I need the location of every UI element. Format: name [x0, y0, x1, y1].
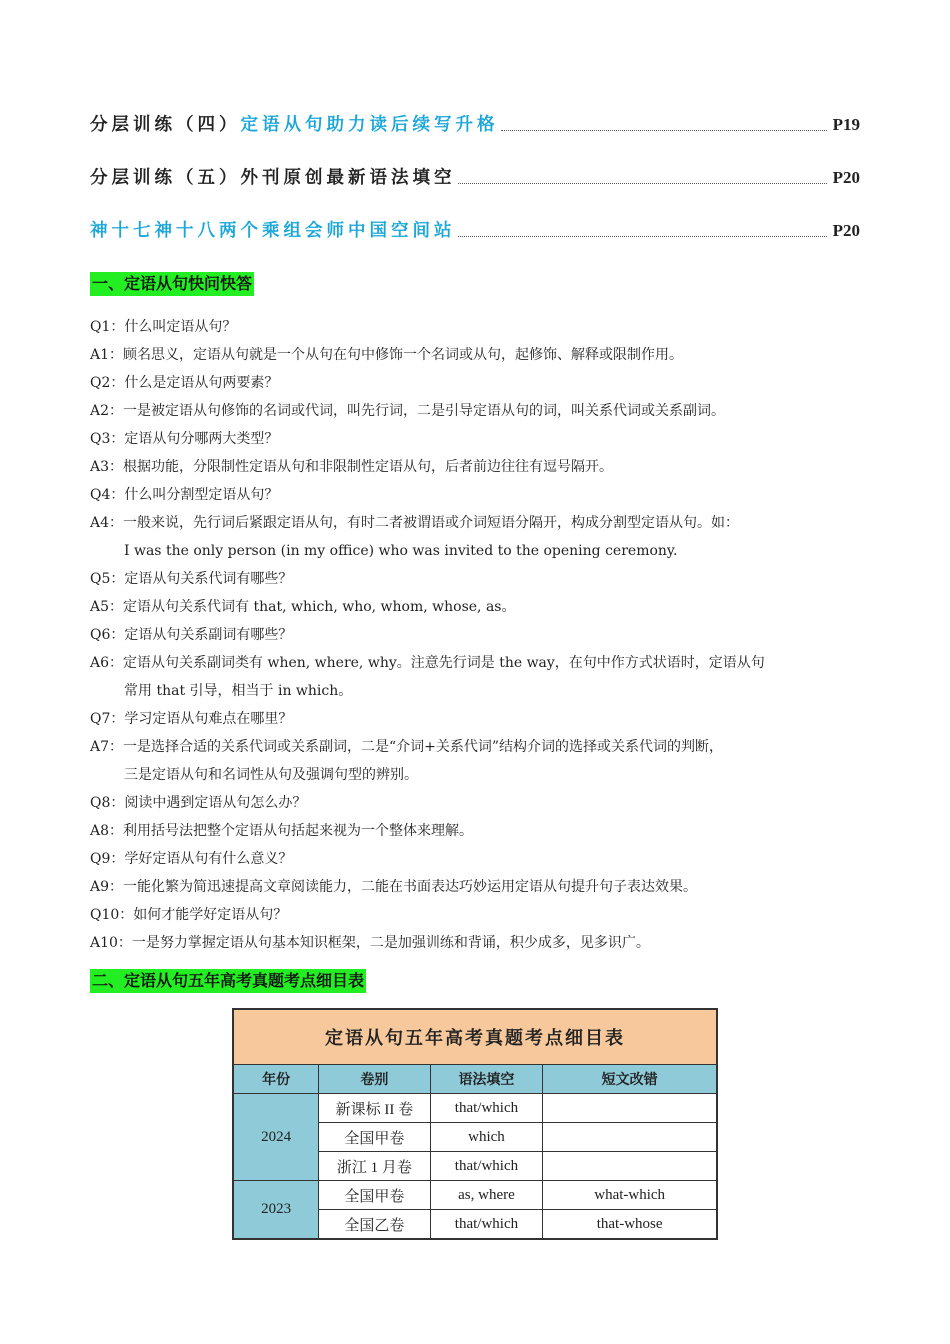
error-correction-cell: that-whose — [543, 1210, 717, 1240]
qa-line: A9：一能化繁为简迅速提高文章阅读能力，二能在书面表达巧妙运用定语从句提升句子表达效果。 — [90, 879, 698, 895]
error-correction-cell — [543, 1152, 717, 1181]
paper-cell: 全国甲卷 — [319, 1123, 430, 1152]
column-header-paper: 卷别 — [319, 1065, 430, 1094]
qa-line: Q1：什么叫定语从句？ — [90, 319, 237, 335]
paper-cell: 全国乙卷 — [319, 1210, 430, 1240]
toc-entry-2[interactable] — [90, 163, 860, 189]
qa-line: A1：顾名思义，定语从句就是一个从句在句中修饰一个名词或从句，起修饰、解释或限制作用。 — [90, 347, 684, 363]
qa-line: I was the only person (in my office) who was invited to the opening ceremony. — [124, 543, 678, 559]
toc-title: 神十七神十八两个乘组会师中国空间站 — [90, 221, 456, 241]
grammar-fill-cell: that/which — [430, 1152, 543, 1181]
section-heading-exam-table: 二、定语从句五年高考真题考点细目表 — [90, 969, 366, 993]
toc-leader — [458, 182, 827, 184]
error-correction-cell — [543, 1094, 717, 1123]
error-correction-cell — [543, 1123, 717, 1152]
grammar-fill-cell: that/which — [430, 1210, 543, 1240]
qa-line: Q8：阅读中遇到定语从句怎么办？ — [90, 795, 307, 811]
qa-line: A3：根据功能，分限制性定语从句和非限制性定语从句，后者前边往往有逗号隔开。 — [90, 459, 614, 475]
qa-line: Q4：什么叫分割型定语从句？ — [90, 487, 279, 503]
table-row — [233, 1181, 717, 1210]
year-cell: 2023 — [233, 1181, 319, 1240]
toc-entry-1[interactable] — [90, 110, 860, 136]
grammar-fill-cell: as, where — [430, 1181, 543, 1210]
qa-line: A2：一是被定语从句修饰的名词或代词，叫先行词，二是引导定语从句的词，叫关系代词或关系副词。 — [90, 403, 726, 419]
qa-line: A10：一是努力掌握定语从句基本知识框架，二是加强训练和背诵，积少成多，见多识广。 — [90, 935, 650, 951]
qa-line: A4：一般来说，先行词后紧跟定语从句，有时二者被谓语或介词短语分隔开，构成分割型定语从句。如： — [90, 515, 740, 531]
error-correction-cell: what-which — [543, 1181, 717, 1210]
year-cell: 2024 — [233, 1094, 319, 1181]
exam-points-table — [232, 1008, 718, 1240]
qa-line: A8：利用括号法把整个定语从句括起来视为一个整体来理解。 — [90, 823, 474, 839]
qa-line: Q2：什么是定语从句两要素？ — [90, 375, 279, 391]
toc-page-number: P19 — [832, 115, 860, 134]
grammar-fill-cell: that/which — [430, 1094, 543, 1123]
qa-line: 常用 that 引导，相当于 in which。 — [124, 683, 353, 699]
qa-line: Q7：学习定语从句难点在哪里？ — [90, 711, 293, 727]
grammar-fill-cell: which — [430, 1123, 543, 1152]
table-row — [233, 1094, 717, 1123]
toc-title: 分层训练（四）定语从句助力读后续写升格 — [90, 115, 499, 135]
column-header-error-correction: 短文改错 — [543, 1065, 717, 1094]
qa-line: A6：定语从句关系副词类有 when, where, why。注意先行词是 the way，在句中作方式状语时，定语从句 — [90, 655, 765, 671]
toc-page-number: P20 — [832, 221, 860, 240]
qa-line: Q9：学好定语从句有什么意义？ — [90, 851, 293, 867]
qa-list — [90, 313, 865, 957]
section-heading-qa: 一、定语从句快问快答 — [90, 272, 254, 296]
table-title: 定语从句五年高考真题考点细目表 — [233, 1009, 717, 1065]
qa-line: Q5：定语从句关系代词有哪些？ — [90, 571, 293, 587]
qa-line: 三是定语从句和名词性从句及强调句型的辨别。 — [124, 767, 418, 783]
toc-title: 分层训练（五）外刊原创最新语法填空 — [90, 168, 456, 188]
column-header-grammar-fill: 语法填空 — [430, 1065, 543, 1094]
qa-line: A5：定语从句关系代词有 that, which, who, whom, whose, as。 — [90, 599, 516, 615]
column-header-year: 年份 — [233, 1065, 319, 1094]
paper-cell: 新课标 II 卷 — [319, 1094, 430, 1123]
toc-leader — [458, 235, 827, 237]
qa-line: A7：一是选择合适的关系代词或关系副词，二是“介词+关系代词”结构介词的选择或关系代词的判断， — [90, 739, 724, 755]
toc-leader — [501, 129, 827, 131]
toc-page-number: P20 — [832, 168, 860, 187]
qa-line: Q3：定语从句分哪两大类型？ — [90, 431, 279, 447]
paper-cell: 全国甲卷 — [319, 1181, 430, 1210]
qa-line: Q10：如何才能学好定语从句？ — [90, 907, 288, 923]
qa-line: Q6：定语从句关系副词有哪些？ — [90, 627, 293, 643]
toc-entry-3[interactable] — [90, 216, 860, 242]
paper-cell: 浙江 1 月卷 — [319, 1152, 430, 1181]
